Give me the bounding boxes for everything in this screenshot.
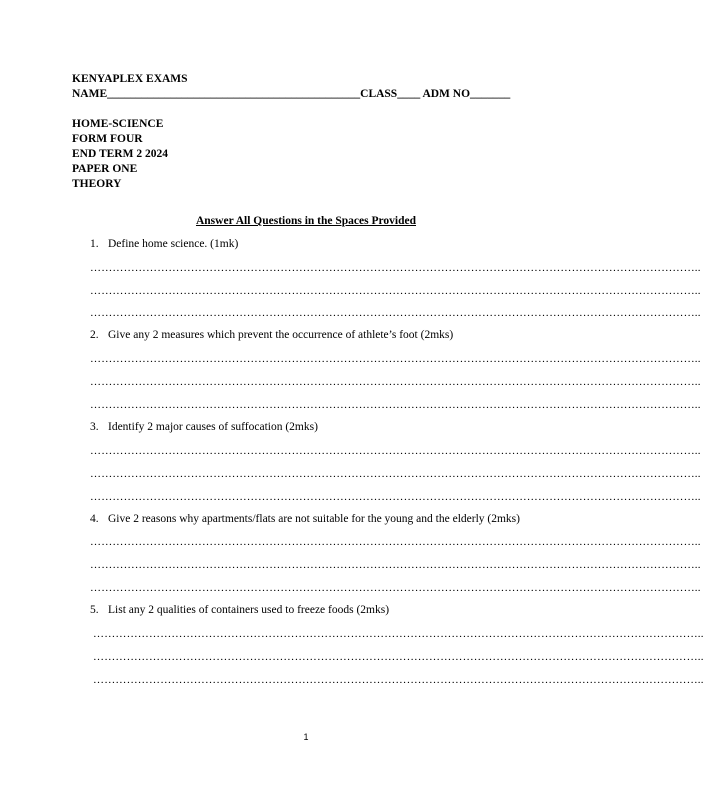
paper-type: THEORY [72,178,122,190]
instructions-heading: Answer All Questions in the Spaces Provided [195,215,417,227]
question-number: 4. [90,513,99,525]
question-number: 5. [90,604,99,616]
answer-line: ……………………………………………………………………………………………………………………………………………….. [90,353,701,365]
answer-line: ……………………………………………………………………………………………………………………………………………….. [90,307,701,319]
question-text: Identify 2 major causes of suffocation (2mks) [108,421,318,433]
answer-line: ……………………………………………………………………………………………………………………………………………….. [90,399,701,411]
answer-line: ……………………………………………………………………………………………………………………………………………….. [90,445,701,457]
student-details-line: NAME____________________________________________CLASS____ ADM NO_______ [72,88,511,100]
exam-term: END TERM 2 2024 [72,148,168,160]
answer-line: ……………………………………………………………………………………………………………………………………………….. [90,285,701,297]
question-5 [90,603,389,617]
answer-line: ……………………………………………………………………………………………………………………………………………….. [90,559,701,571]
question-1 [90,237,238,251]
question-text: List any 2 qualities of containers used to freeze foods (2mks) [108,604,390,616]
answer-line: ……………………………………………………………………………………………………………………………………………….. [90,376,701,388]
question-4 [90,512,520,526]
answer-line: ……………………………………………………………………………………………………………………………………………….. [93,628,704,640]
question-3 [90,420,318,434]
question-text: Give 2 reasons why apartments/flats are not suitable for the young and the elderly (2mks) [108,513,520,525]
answer-line: ……………………………………………………………………………………………………………………………………………….. [90,468,701,480]
question-2 [90,328,453,342]
page-number: 1 [303,732,309,742]
answer-line: ……………………………………………………………………………………………………………………………………………….. [93,674,704,686]
answer-line: ……………………………………………………………………………………………………………………………………………….. [90,582,701,594]
form-level: FORM FOUR [72,133,143,145]
paper-number: PAPER ONE [72,163,138,175]
answer-line: ……………………………………………………………………………………………………………………………………………….. [90,536,701,548]
question-number: 1. [90,238,99,250]
answer-line: ……………………………………………………………………………………………………………………………………………….. [90,491,701,503]
subject-title: HOME-SCIENCE [72,118,164,130]
school-name: KENYAPLEX EXAMS [72,73,188,85]
question-text: Give any 2 measures which prevent the occurrence of athlete’s foot (2mks) [108,329,454,341]
answer-line: ……………………………………………………………………………………………………………………………………………….. [93,651,704,663]
question-text: Define home science. (1mk) [108,238,239,250]
question-number: 2. [90,329,99,341]
answer-line: ……………………………………………………………………………………………………………………………………………….. [90,262,701,274]
question-number: 3. [90,421,99,433]
